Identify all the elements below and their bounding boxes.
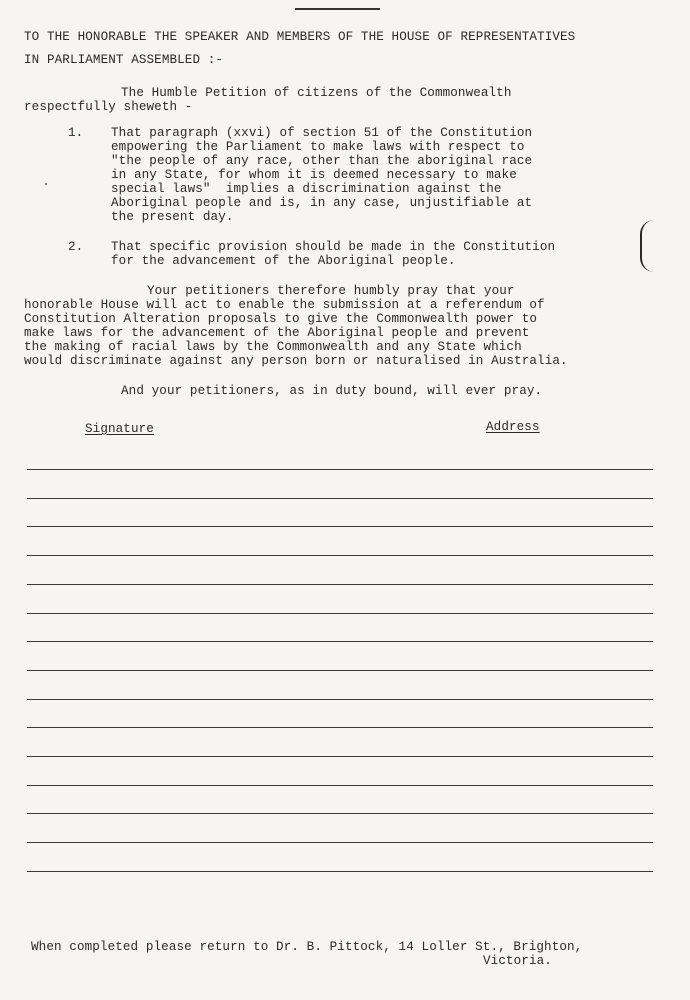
signature-line[interactable] bbox=[27, 871, 653, 872]
signature-line[interactable] bbox=[27, 785, 653, 786]
signature-column-header: Signature bbox=[85, 422, 154, 436]
point-1-line: special laws" implies a discrimination against the bbox=[111, 182, 502, 196]
point-number: 2. bbox=[68, 240, 84, 254]
prayer-line: would discriminate against any person born or naturalised in Australia. bbox=[24, 354, 568, 368]
intro-line-1: The Humble Petition of citizens of the Commonwealth bbox=[121, 86, 512, 100]
address-column-header: Address bbox=[486, 420, 540, 434]
signature-line[interactable] bbox=[27, 584, 653, 585]
prayer-line: honorable House will act to enable the submission at a referendum of bbox=[24, 298, 545, 312]
point-1-line: in any State, for whom it is deemed necessary to make bbox=[111, 168, 517, 182]
point-1-line: That paragraph (xxvi) of section 51 of the Constitution bbox=[111, 126, 533, 140]
point-2-line: That specific provision should be made in the Constitution bbox=[111, 240, 556, 254]
prayer-line: Your petitioners therefore humbly pray that your bbox=[147, 284, 515, 298]
signature-line[interactable] bbox=[27, 613, 653, 614]
point-1-line: Aboriginal people and is, in any case, unjustifiable at bbox=[111, 196, 533, 210]
point-1-line: the present day. bbox=[111, 210, 234, 224]
signature-line[interactable] bbox=[27, 756, 653, 757]
signature-line[interactable] bbox=[27, 842, 653, 843]
ink-speck bbox=[45, 183, 47, 185]
top-rule bbox=[295, 8, 380, 10]
prayer-line: Constitution Alteration proposals to give the Commonwealth power to bbox=[24, 312, 538, 326]
signature-line[interactable] bbox=[27, 526, 653, 527]
signature-line[interactable] bbox=[27, 498, 653, 499]
signature-line[interactable] bbox=[27, 670, 653, 671]
heading-line-2: IN PARLIAMENT ASSEMBLED :- bbox=[24, 53, 224, 67]
signature-line[interactable] bbox=[27, 641, 653, 642]
point-number: 1. bbox=[68, 126, 84, 140]
prayer-line: make laws for the advancement of the Aboriginal people and prevent bbox=[24, 326, 530, 340]
signature-line[interactable] bbox=[27, 699, 653, 700]
prayer-line: the making of racial laws by the Commonwealth and any State which bbox=[24, 340, 522, 354]
return-note-line-1: When completed please return to Dr. B. Pittock, 14 Loller St., Brighton, bbox=[31, 940, 583, 954]
return-note-line-2: Victoria. bbox=[483, 954, 552, 968]
intro-line-2: respectfully sheweth - bbox=[24, 100, 193, 114]
margin-bracket-mark bbox=[640, 220, 660, 272]
point-1-line: empowering the Parliament to make laws with respect to bbox=[111, 140, 525, 154]
closing-line: And your petitioners, as in duty bound, will ever pray. bbox=[121, 384, 543, 398]
point-1-line: "the people of any race, other than the aboriginal race bbox=[111, 154, 533, 168]
signature-line[interactable] bbox=[27, 727, 653, 728]
signature-line[interactable] bbox=[27, 813, 653, 814]
signature-line[interactable] bbox=[27, 469, 653, 470]
point-2-line: for the advancement of the Aboriginal people. bbox=[111, 254, 456, 268]
heading-line-1: TO THE HONORABLE THE SPEAKER AND MEMBERS OF THE HOUSE OF REPRESENTATIVES bbox=[24, 30, 576, 44]
signature-line[interactable] bbox=[27, 555, 653, 556]
